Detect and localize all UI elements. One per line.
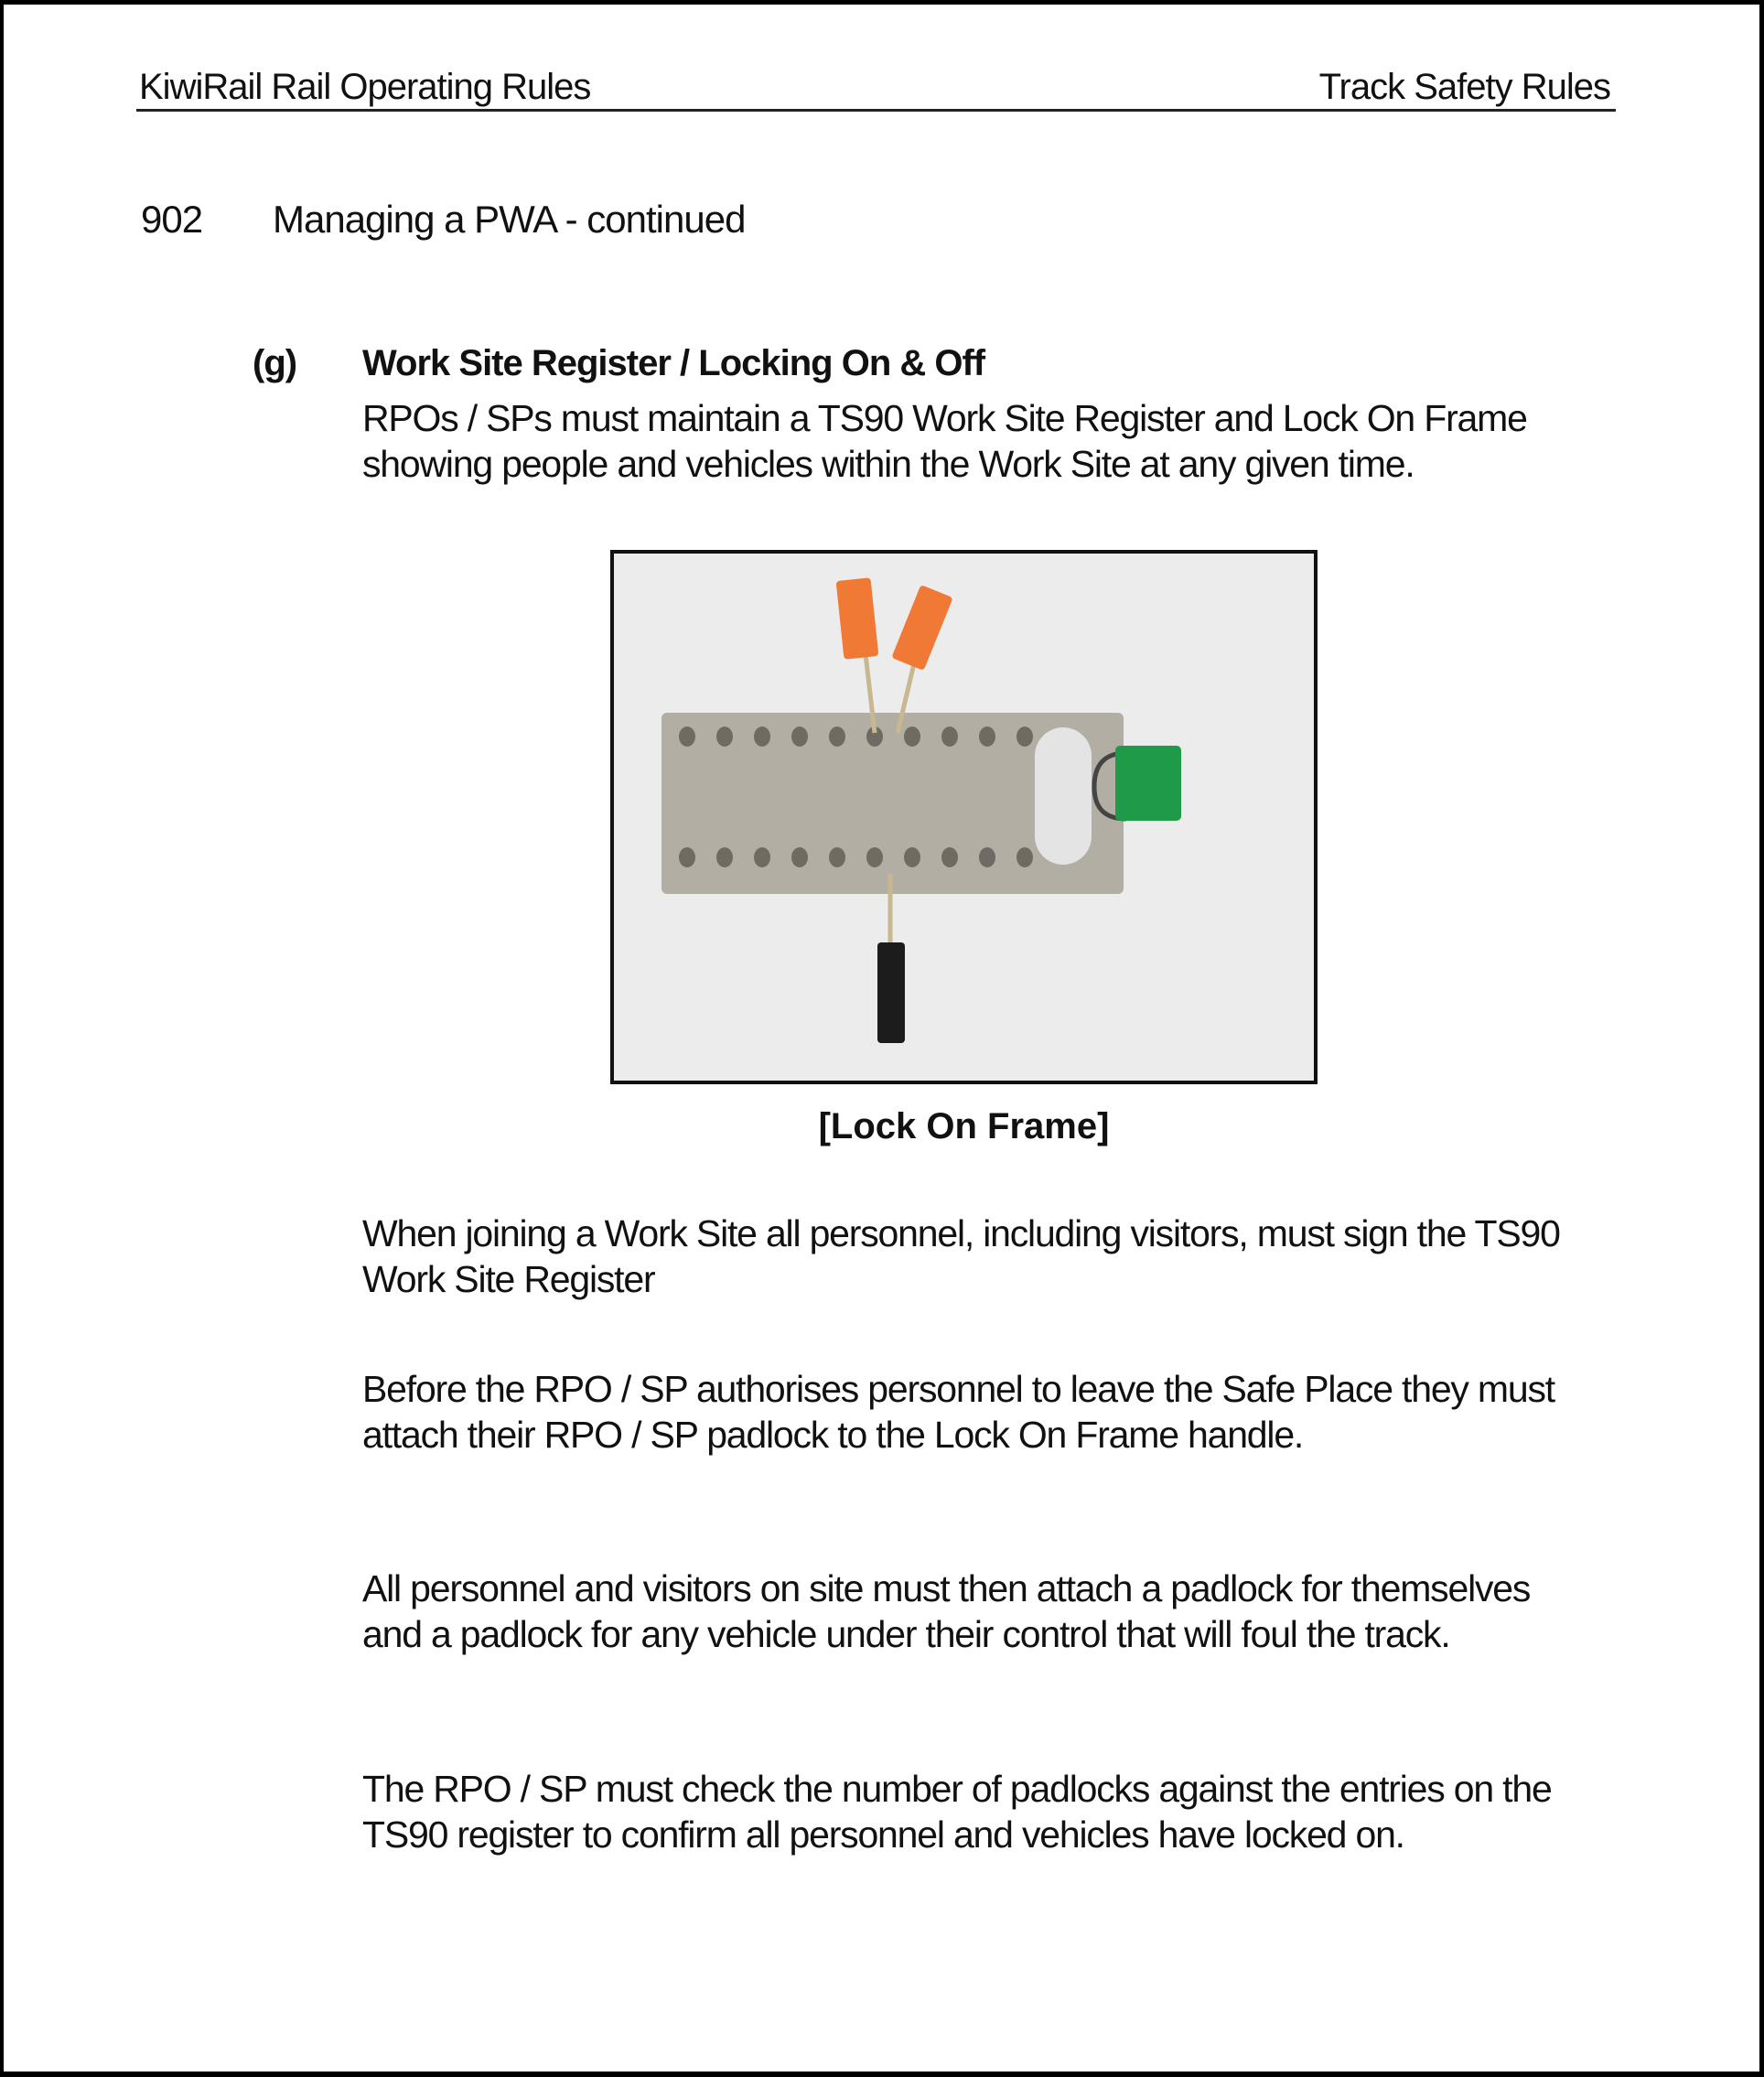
frame-hole [866,847,883,867]
frame-hole [1016,847,1033,867]
paragraph: The RPO / SP must check the number of padlocks against the entries on the TS90 register to confirm all personnel and vehicles have locked on. [362,1768,1552,1856]
frame-hole [791,726,808,747]
lock-on-frame-illustration-icon [614,554,1314,1081]
frame-hole [679,847,695,867]
frame-hole [979,847,995,867]
item-letter: (g) [253,343,297,383]
header-section-title: Track Safety Rules [1318,67,1610,107]
frame-hole [716,726,733,747]
frame-hole [829,726,845,747]
frame-hole [1016,726,1033,747]
header-divider [136,109,1616,112]
frame-hole [979,726,995,747]
black-padlock [877,942,905,1043]
paragraph: All personnel and visitors on site must then attach a padlock for themselves and a padlock for any vehicle under their control that will foul the track. [362,1567,1531,1655]
item-intro-paragraph: RPOs / SPs must maintain a TS90 Work Site Register and Lock On Frame showing people and vehicles within the Work Site at any given time. [362,397,1527,485]
frame-hole [679,726,695,747]
section-number: 902 [141,198,203,241]
frame-hole [716,847,733,867]
frame-hole [941,847,958,867]
paragraph: Before the RPO / SP authorises personnel to leave the Safe Place they must attach their RPO / SP padlock to the Lock On Frame handle. [362,1368,1554,1456]
figure-caption: [Lock On Frame] [818,1106,1110,1146]
frame-hole [829,847,845,867]
frame-hole [791,847,808,867]
frame-handle-slot [1035,727,1092,865]
frame-hole [941,726,958,747]
frame-hole [904,726,920,747]
frame-hole [754,726,770,747]
item-title: Work Site Register / Locking On & Off [362,343,985,383]
paragraph: When joining a Work Site all personnel, including visitors, must sign the TS90 Work Site Register [362,1212,1560,1300]
header-document-title: KiwiRail Rail Operating Rules [139,67,591,107]
frame-hole [904,847,920,867]
frame-hole [754,847,770,867]
lock-on-frame-photo [610,550,1318,1084]
green-padlock [1115,746,1181,821]
section-title: Managing a PWA - continued [273,198,746,241]
